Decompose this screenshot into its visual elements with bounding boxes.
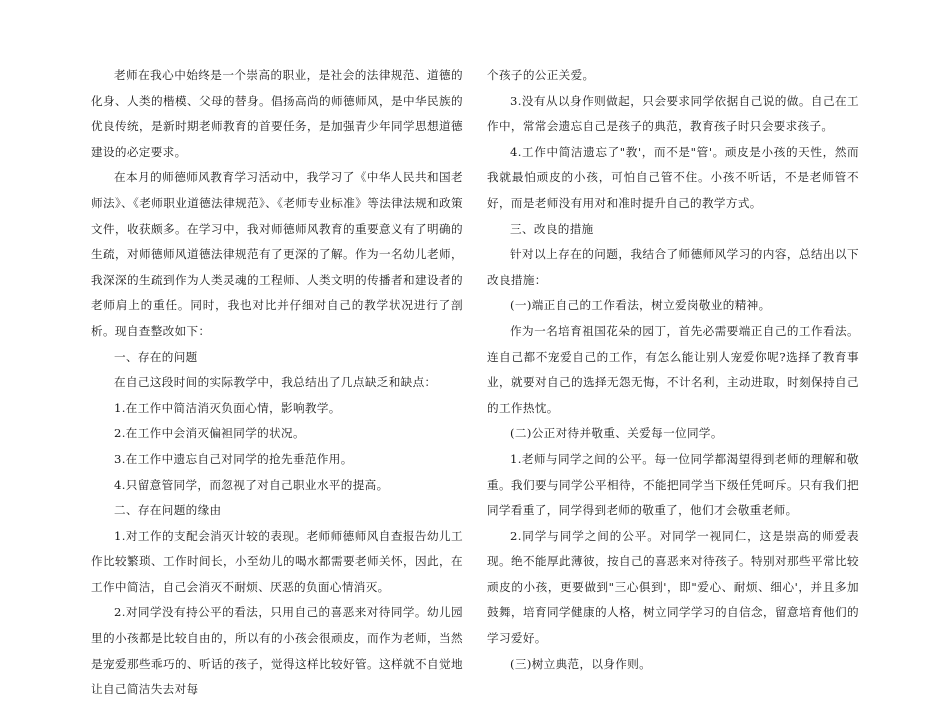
paragraph-cause-4: 4.工作中简洁遗忘了"教'，而不是"管'。顽皮是小孩的天性，然而我就最怕顽皮的小孩，可怕自己管不住。小孩不听话，不是老师管不好，而是老师没有用对和准时提升自己的教学方式。 <box>487 144 859 210</box>
list-item-problem-3: 3.在工作中遗忘自己对同学的抢先垂范作用。 <box>114 451 353 466</box>
subheading-measure-2: (二)公正对待并敬重、关爱每一位同学。 <box>510 426 723 441</box>
paragraph-study: 在本月的师德师风教育学习活动中，我学习了《中华人民共和国老师法》、《老师职业道德法律规范》、《老师专业标准》等法律法规和政策文件，收获颇多。在学习中，我对师德师风教育的重要意义有了明确的生疏，对师德师风道德法律规范有了更深的了解。作为一名幼儿老师，我深深的生疏到作为人类灵魂的工程师、人类文明的传播者和建设者的老师肩上的重任。同时，我也对比并仔细对自己的教学状况进行了剖析。现自查整改如下： <box>91 170 463 338</box>
paragraph-continuation: 个孩子的公正关爱。 <box>487 68 595 82</box>
paragraph-cause-1: 1.对工作的支配会消灭计较的表现。老师师德师风自查报告幼儿工作比较繁琐、工作时间长，小至幼儿的喝水都需要老师关怀，因此，在工作中简洁，自己会消灭不耐烦、厌恶的负面心情消灭。 <box>91 528 463 594</box>
paragraph-problems-summary: 在自己这段时间的实际教学中，我总结出了几点缺乏和缺点： <box>114 375 437 390</box>
list-item-problem-4: 4.只留意管同学，而忽视了对自己职业水平的提高。 <box>114 477 389 492</box>
list-item-problem-2: 2.在工作中会消灭偏袒同学的状况。 <box>114 426 305 441</box>
left-column <box>91 63 463 703</box>
section-heading-problems: 一、存在的问题 <box>114 349 198 364</box>
list-item-problem-1: 1.在工作中简洁消灭负面心情，影响教学。 <box>114 400 341 415</box>
paragraph-cause-3: 3.没有从以身作则做起，只会要求同学依据自己说的做。自己在工作中，常常会遗忘自己是孩子的典范，教育孩子时只会要求孩子。 <box>487 93 859 134</box>
paragraph-measure-1: 作为一名培育祖国花朵的园丁，首先必需要端正自己的工作看法。连自己都不宠爱自己的工作，有怎么能让别人宠爱你呢?选择了教育事业，就要对自己的选择无怨无悔，不计名利，主动进取，时刻保持自己的工作热忱。 <box>487 323 859 415</box>
paragraph-measure-2-2: 2.同学与同学之间的公平。对同学一视同仁，这是崇高的师爱表现。绝不能厚此薄彼，按自己的喜恶来对待孩子。特别对那些平常比较顽皮的小孩，更要做到"三心俱到'，即"爱心、耐烦、细心'，并且多加鼓舞，培育同学健康的人格，树立同学学习的自信念，留意培育他们的学习爱好。 <box>487 528 859 646</box>
section-heading-measures: 三、改良的措施 <box>510 221 594 236</box>
subheading-measure-1: (一)端正自己的工作看法，树立爱岗敬业的精神。 <box>510 298 771 313</box>
paragraph-measures-intro: 针对以上存在的问题，我结合了师德师风学习的内容，总结出以下改良措施： <box>487 247 859 287</box>
subheading-measure-3: (三)树立典范，以身作则。 <box>510 656 652 671</box>
paragraph-cause-2: 2.对同学没有持公平的看法，只用自己的喜恶来对待同学。幼儿园里的小孩都是比较自由的，所以有的小孩会很顽皮，而作为老师，当然是宠爱那些乖巧的、听话的孩子，觉得这样比较好管。这样就不自觉地让自己简洁失去对每 <box>91 605 463 697</box>
section-heading-causes: 二、存在问题的缘由 <box>114 503 222 518</box>
paragraph-measure-2-1: 1.老师与同学之间的公平。每一位同学都渴望得到老师的理解和敬重。我们要与同学公平相待，不能把同学当下级任凭呵斥。只有我们把同学看重了，同学得到老师的敬重了，他们才会敬重老师。 <box>487 451 859 518</box>
paragraph-intro: 老师在我心中始终是一个崇高的职业，是社会的法律规范、道德的化身、人类的楷模、父母的替身。倡扬高尚的师德师风，是中华民族的优良传统，是新时期老师教育的首要任务，是加强青少年同学思想道德建设的必定要求。 <box>91 68 463 159</box>
right-column <box>487 63 859 677</box>
